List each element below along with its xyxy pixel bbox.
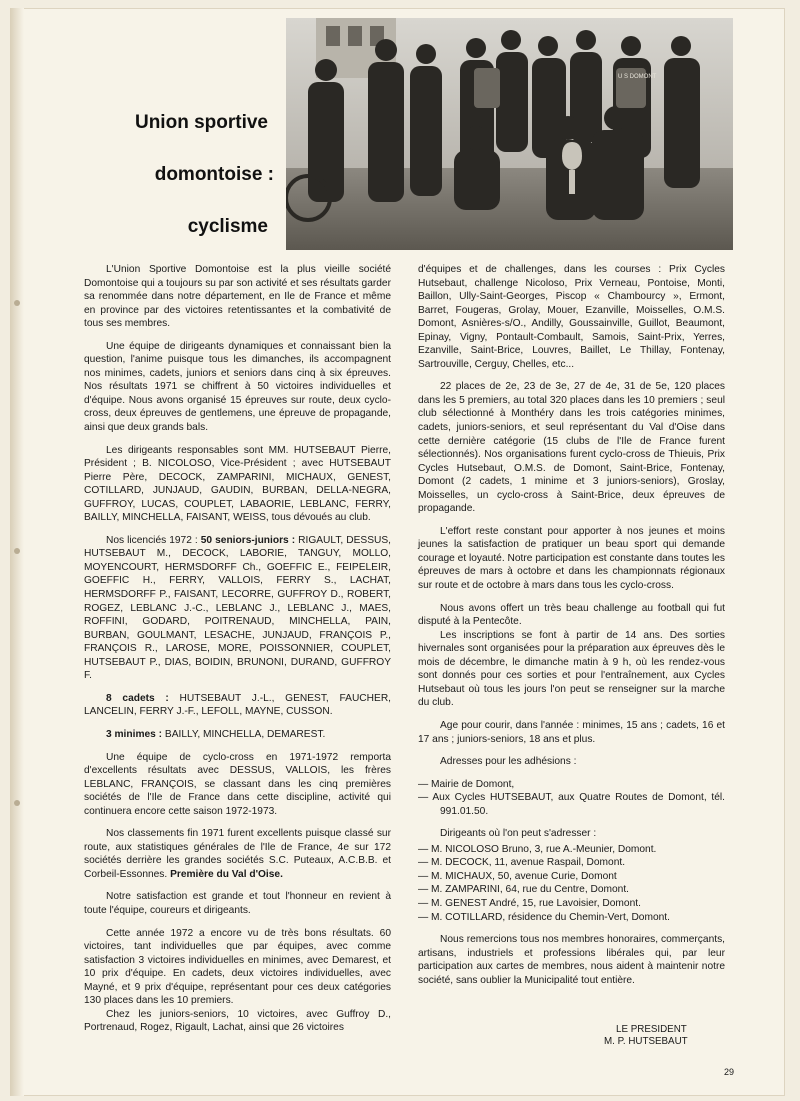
page-number: 29 (724, 1067, 735, 1077)
paragraph (84, 692, 391, 719)
contact-item: — M. MICHAUX, 50, avenue Curie, Domont (418, 870, 617, 882)
signature-name: M. P. HUTSEBAUT (604, 1036, 688, 1047)
contact-list (418, 843, 725, 924)
text-run: HUTSEBAUT J.-L., GENEST, FAUCHER, LANCELIN, FERRY J.-F., LEFOLL, MAYNE, CUSSON. (84, 692, 392, 718)
text-run: RIGAULT, DESSUS, HUTSEBAUT M., DECOCK, LABORIE, TANGUY, MOLLO, MOYENCOURT, HERMSDORFF Ch., GOEFFIC E., FEIPELEIR, GOEFFIC H., FERRY, VALLOIS, FERRY S., LACHAT, HERMSDORFF P., FAISANT, LECORRE, GUFFROY D., ROBERT, ROGEZ, LEBLANC J.-C., LEBLANC J., LEBLANC J., MAES, ROFFINI, GODARD, POITRENAUD, MINCHELLA, PAIN, BURBAN, GOULMANT, LESACHE, JUNJAUD, FRANÇOIS P., FRANÇOIS R., LAROSE, MORE, POISSONNIER, COUPLET, HUTSEBAUT P., DIAS, BOIDIN, BRUNONI, DURAND, GUFFROY F. (84, 534, 391, 682)
paragraph: Nous avons offert un très beau challenge au football qui fut disputé à la Pentecôte. (418, 602, 725, 628)
bold-label: 3 minimes : (106, 728, 163, 740)
bold-label: 50 seniors-juniors : (200, 534, 296, 546)
paragraph: Les dirigeants responsables sont MM. HUTSEBAUT Pierre, Président ; B. NICOLOSO, Vice-Président ; avec HUTSEBAUT Pierre Père, DECOCK, ZAMPARINI, MICHAUX, GENEST, COTILLARD, JUNJAUD, GAUDIN, BURBAN, DELLA-NEGRA, GUFFROY, LUCAS, COUPLET, LABAORIE, LEBLANC, FERRY, BAILLY, MINCHELLA, FAISANT, WEISS, tous dévoués au club. (84, 444, 391, 524)
title-line-1: Union sportive (134, 112, 268, 133)
team-photo-illustration (286, 18, 733, 250)
paragraph: Chez les juniors-seniors, 10 victoires, avec Guffroy D., Portrenaud, Rogez, Rigault, Lachat, ainsi que 26 victoires (84, 1008, 391, 1034)
signature (604, 1024, 688, 1048)
contact-item: — M. GENEST André, 15, rue Lavoisier, Domont. (418, 897, 641, 909)
bold-label: 8 cadets : (106, 692, 169, 704)
paragraph: 22 places de 2e, 23 de 3e, 27 de 4e, 31 de 5e, 120 places dans les 5 premiers, au total 320 places dans les 10 premiers ; seul club sélectionné à Monthéry dans les trois catégories minimes, cadets, juniors-seniors, et seul représentant du Val d'Oise dans cette dernière catégorie (15 clubs de l'Ile de France furent sélectionnés). Nos organisations furent cyclo-cross de Thieuis, Prix Cycles Hutsebaut, O.M.S. de Domont, Saint-Brice, Fontenay, Domont (2 cadets, 1 minime et 3 juniors-seniors), Groslay, Moisselles, un cyclo-cross à Saint-Brice, deux épreuves de propagande. (418, 381, 725, 515)
paragraph (84, 534, 391, 683)
contact-item: — M. NICOLOSO Bruno, 3, rue A.-Meunier, Domont. (418, 843, 657, 855)
contact-item: — M. DECOCK, 11, avenue Raspail, Domont. (418, 857, 626, 869)
contact-item: — M. COTILLARD, résidence du Chemin-Vert, Domont. (418, 911, 670, 923)
paragraph: Une équipe de dirigeants dynamiques et connaissant bien la question, l'anime puisque tous les dimanches, ils accompagnent nos minimes, cadets, juniors et seniors dans cinq à six épreuves. Nos résultats 1971 se chiffrent à 50 victoires individuelles et d'équipe. Nous avons organisé 15 épreuves sur route, deux cyclo-cross, deux épreuves de gentlemens, une épreuve de propagande, ainsi que deux grands bals. (84, 340, 391, 434)
address-list (418, 778, 725, 819)
text-run: Nos classements fin 1971 furent excellents puisque classé sur route, aux statistiques générales de l'Ile de France, 4e sur 172 sociétés derrière les grandes sociétés S.C. Puteaux, A.C.B.B. et Corbeil-Essonnes. (84, 828, 391, 880)
contact-item: — M. ZAMPARINI, 64, rue du Centre, Domont. (418, 884, 629, 896)
text-run: Nos licenciés 1972 : (106, 534, 201, 546)
paragraph: Adresses pour les adhésions : (440, 756, 577, 768)
paragraph: Notre satisfaction est grande et tout l'honneur en revient à toute l'équipe, coureurs et dirigeants. (84, 891, 391, 916)
jersey-text: U S DOMONT (618, 74, 657, 80)
right-column (418, 263, 725, 996)
text-run: BAILLY, MINCHELLA, DEMAREST. (162, 728, 326, 740)
bold-label: Première du Val d'Oise. (170, 868, 283, 880)
signature-title: LE PRESIDENT (616, 1024, 687, 1035)
paragraph (84, 728, 391, 742)
paragraph: Une équipe de cyclo-cross en 1971-1972 remporta d'excellents résultats avec DESSUS, VALLOIS, les frères LEBLANC, FRANÇOIS, se classant dans les cinq premières sociétés de l'Ile de France dans cette discipline, activité qui continuera encore cette saison 1972-1973. (84, 751, 391, 817)
paragraph: L'effort reste constant pour apporter à nos jeunes et moins jeunes la satisfaction de pratiquer un beau sport qui demande courage et loyauté. Notre participation est constante dans toutes les épreuves de mars à octobre et dans les championnats régionaux sur route et de octobre à mars dans tous les cyclo-cross. (418, 525, 725, 592)
paragraph (84, 827, 391, 881)
paragraph: Les inscriptions se font à partir de 14 ans. Des sorties hivernales sont organisées pour la préparation aux épreuves dès le mois de décembre, le dimanche matin à 9 h, où les rendez-vous sont donnés pour ces sorties et pour l'entraînement, aux Cycles Hutsebaut où tous les jours l'on peut se renseigner sur la marche du club. (418, 629, 725, 709)
binding-hole (14, 300, 20, 306)
binding-hole (14, 548, 20, 554)
title-line-3: cyclisme (187, 216, 268, 237)
paragraph: Cette année 1972 a encore vu de très bons résultats. 60 victoires, tant individuelles que par équipes, avec comme satisfaction 3 victoires individuelles en minimes, avec Demarest, et 10 prix d'équipe. En cadets, deux victoires individuelles, avec Mayné, et 9 prix d'équipe, représentant pour ces deux catégories 130 places dans les 10 premiers. (84, 927, 391, 1007)
binding-hole (14, 800, 20, 806)
title-line-2: domontoise : (154, 164, 274, 185)
paragraph: Age pour courir, dans l'année : minimes, 15 ans ; cadets, 16 et 17 ans ; juniors-seniors, 18 ans et plus. (418, 719, 725, 745)
left-column (84, 263, 391, 1044)
address-item: — Aux Cycles HUTSEBAUT, aux Quatre Routes de Domont, tél. 991.01.50. (418, 792, 725, 817)
address-item: — Mairie de Domont, (418, 778, 515, 790)
paragraph: Nous remercions tous nos membres honoraires, commerçants, artisans, industriels et professions libérales qui, par leur participation aux cartes de membres, nous aident à maintenir notre société, sans oublier la Municipalité tout entière. (418, 934, 725, 986)
paragraph: L'Union Sportive Domontoise est la plus vieille société Domontoise qui a toujours su par son activité et ses résultats garder sa renommée dans notre département, en Ile de France et même en province par des victoires retentissantes et la combativité de tous ses membres. (84, 264, 391, 330)
paragraph: Dirigeants où l'on peut s'adresser : (440, 828, 597, 840)
team-photo (286, 18, 733, 250)
paragraph: d'équipes et de challenges, dans les courses : Prix Cycles Hutsebaut, challenge Nicoloso, Prix Verneau, Pontoise, Monti, Baillon, Ully-Saint-Georges, Piscop « Chambourcy », Ermont, Barret, Fougeras, Grolay, Mouer, Ezanville, Moisselles, O.M.S. Domont, Asnières-s/O., Andilly, Goussainville, Guillot, Beaumont, Epinay, Vigny, Pontault-Combault, Samois, Saint-Prix, Yerres, Ezanville, Saint-Brice, Louvres, Baillet, Le Thillay, Fontenay, Sartrouville, Cerguy, Chelles, etc... (418, 264, 725, 370)
